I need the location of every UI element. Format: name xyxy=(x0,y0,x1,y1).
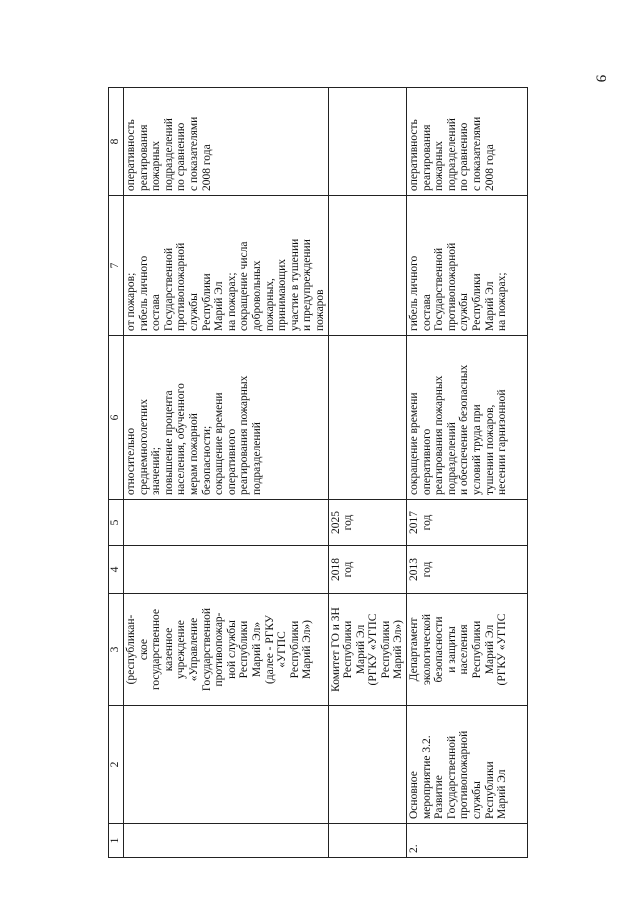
cell-line: сокращение времени xyxy=(408,392,421,495)
cell-number xyxy=(124,824,329,858)
column-number-2: 2 xyxy=(109,706,124,824)
cell-line: подразделений xyxy=(445,118,458,191)
cell-line: (РГКУ «УГПС xyxy=(496,613,509,686)
cell-line: тушении пожаров, xyxy=(483,404,496,495)
cell-line: Республики xyxy=(200,273,213,331)
cell-line: экологической xyxy=(420,613,433,686)
cell-line: по сравнению xyxy=(458,122,471,191)
cell-line: оперативность xyxy=(125,119,137,191)
cell-measure xyxy=(328,706,407,824)
cell-line: оперативность xyxy=(408,119,421,191)
cell-line: Комитет ГО и ЗН xyxy=(329,607,342,692)
cell-line: Государственной xyxy=(445,735,458,819)
cell-line: противопожарной xyxy=(175,242,188,331)
cell-line: пожаров xyxy=(313,289,326,331)
cell-expected-result xyxy=(407,336,528,500)
cell-indicators xyxy=(124,88,329,196)
cell-line: Республики xyxy=(483,761,496,819)
cell-line: с показателями xyxy=(471,116,484,191)
cell-line: учреждение xyxy=(175,620,188,679)
cell-line: на пожарах; xyxy=(496,272,509,331)
column-number-3: 3 xyxy=(109,594,124,706)
cell-line: (РГКУ «УГПС xyxy=(367,613,380,686)
column-number-4: 4 xyxy=(109,546,124,594)
cell-line: подразделений xyxy=(250,422,263,495)
cell-indicators xyxy=(407,88,528,196)
cell-line: Республики xyxy=(342,620,355,679)
cell-line: Развитие xyxy=(433,775,446,819)
cell-line: ское xyxy=(137,638,150,661)
cell-line: Республики xyxy=(238,620,251,679)
rotated-table-container xyxy=(108,88,528,858)
table-row-committee xyxy=(328,88,407,858)
page-number: 9 xyxy=(592,74,609,83)
cell-executor xyxy=(328,594,407,706)
cell-line: год xyxy=(420,514,433,531)
cell-line: мероприятие 3.2. xyxy=(420,735,433,819)
cell-line: 2008 года xyxy=(200,144,213,191)
cell-line: условий труда при xyxy=(471,404,484,495)
cell-line: реагирования пожарных xyxy=(238,375,251,495)
cell-start-year xyxy=(328,546,407,594)
cell-line: Марий Эл xyxy=(213,281,226,331)
cell-executor xyxy=(124,594,329,706)
cell-line: противопожар- xyxy=(213,612,226,687)
cell-line: 2018 xyxy=(329,558,342,581)
cell-line: Республики xyxy=(288,620,301,679)
cell-line: Марий Эл xyxy=(354,624,367,675)
cell-line: Марий Эл») xyxy=(301,619,314,680)
cell-line: и предупреждении xyxy=(301,239,314,331)
cell-line: безопасности; xyxy=(200,425,213,495)
column-number-8: 8 xyxy=(109,88,124,196)
cell-number: 2. xyxy=(407,824,528,858)
cell-consequences xyxy=(328,196,407,336)
cell-measure xyxy=(407,706,528,824)
cell-line: Марий Эл xyxy=(483,624,496,675)
cell-line: казенное xyxy=(162,627,175,672)
cell-line: Республики xyxy=(471,273,484,331)
cell-line: «УГПС xyxy=(276,631,289,668)
cell-line: мерам пожарной xyxy=(187,413,200,495)
cell-line: принимающих xyxy=(276,258,289,331)
cell-start-year xyxy=(407,546,528,594)
cell-expected-result xyxy=(328,336,407,500)
cell-line: и защиты xyxy=(445,626,458,673)
cell-executor xyxy=(407,594,528,706)
cell-line: (республикан- xyxy=(125,614,137,685)
table-row-2 xyxy=(407,88,528,858)
cell-line: Марий Эл xyxy=(496,769,509,819)
cell-line: службы xyxy=(471,781,484,819)
cell-measure xyxy=(124,706,329,824)
cell-line: реагирования xyxy=(420,124,433,191)
cell-line: 2025 xyxy=(329,511,342,534)
cell-line: значений; xyxy=(150,447,163,495)
cell-line: Государственной xyxy=(200,607,213,692)
cell-line: безопасности xyxy=(433,616,446,683)
cell-line: противопожарной xyxy=(458,730,471,819)
cell-expected-result xyxy=(124,336,329,500)
cell-line: 2017 xyxy=(408,511,421,534)
cell-line: участие в тушении xyxy=(288,238,301,331)
cell-line: государственное xyxy=(150,608,163,691)
cell-start-year xyxy=(124,546,329,594)
cell-consequences xyxy=(124,196,329,336)
cell-number xyxy=(328,824,407,858)
cell-line: среднемноголетних xyxy=(137,398,150,495)
cell-consequences xyxy=(407,196,528,336)
cell-line: год xyxy=(420,561,433,578)
cell-line: пожарных xyxy=(150,140,163,191)
cell-line: на пожарах; xyxy=(225,272,238,331)
cell-line: сокращение времени xyxy=(213,392,226,495)
cell-line: Марий Эл» xyxy=(250,621,263,678)
cell-line: по сравнению xyxy=(175,122,188,191)
cell-line: «Управление xyxy=(187,617,200,682)
cell-line: ной службы xyxy=(225,620,238,679)
table-row-continuation xyxy=(124,88,329,858)
cell-line: несении гарнизонной xyxy=(496,389,509,495)
cell-line: 2008 года xyxy=(483,144,496,191)
cell-line: Государственной xyxy=(162,247,175,331)
cell-line: населения, обученного xyxy=(175,383,188,495)
cell-line: гибель личного xyxy=(408,255,421,331)
cell-line: Департамент xyxy=(408,617,421,682)
cell-line: относительно xyxy=(125,427,137,495)
cell-line: противопожарной xyxy=(445,242,458,331)
cell-line: Основное xyxy=(408,771,421,819)
cell-line: службы xyxy=(187,293,200,331)
cell-line: подразделений xyxy=(445,422,458,495)
cell-line: Республики xyxy=(471,620,484,679)
program-measures-table xyxy=(108,87,528,858)
cell-line: пожарных, xyxy=(263,278,276,331)
cell-line: реагирования xyxy=(137,124,150,191)
cell-line: гибель личного xyxy=(137,255,150,331)
cell-line: сокращение числа xyxy=(238,241,251,331)
cell-line: и обеспечение безопасных xyxy=(458,364,471,495)
cell-line: оперативного xyxy=(420,428,433,495)
cell-line: службы xyxy=(458,293,471,331)
cell-line: от пожаров; xyxy=(125,272,137,331)
header-row xyxy=(109,88,124,858)
cell-line: пожарных xyxy=(433,140,446,191)
cell-line: реагирования пожарных xyxy=(433,375,446,495)
cell-end-year xyxy=(407,500,528,546)
cell-end-year xyxy=(328,500,407,546)
cell-line: состава xyxy=(420,294,433,331)
cell-line: Государственной xyxy=(433,247,446,331)
cell-line: Марий Эл») xyxy=(392,619,405,680)
cell-line: подразделений xyxy=(162,118,175,191)
cell-line: состава xyxy=(150,294,163,331)
cell-line: Марий Эл xyxy=(483,281,496,331)
cell-line: оперативного xyxy=(225,428,238,495)
column-number-6: 6 xyxy=(109,336,124,500)
cell-line: 2013 xyxy=(408,558,421,581)
cell-end-year xyxy=(124,500,329,546)
cell-line: с показателями xyxy=(187,116,200,191)
column-number-1: 1 xyxy=(109,824,124,858)
cell-line: добровольных xyxy=(250,260,263,331)
column-number-7: 7 xyxy=(109,196,124,336)
cell-line: (далее - РГКУ xyxy=(263,614,276,685)
cell-line: год xyxy=(342,514,355,531)
column-number-5: 5 xyxy=(109,500,124,546)
cell-line: Республики xyxy=(379,620,392,679)
cell-line: год xyxy=(342,561,355,578)
cell-indicators xyxy=(328,88,407,196)
cell-line: населения xyxy=(458,624,471,675)
cell-line: повышение процента xyxy=(162,390,175,495)
